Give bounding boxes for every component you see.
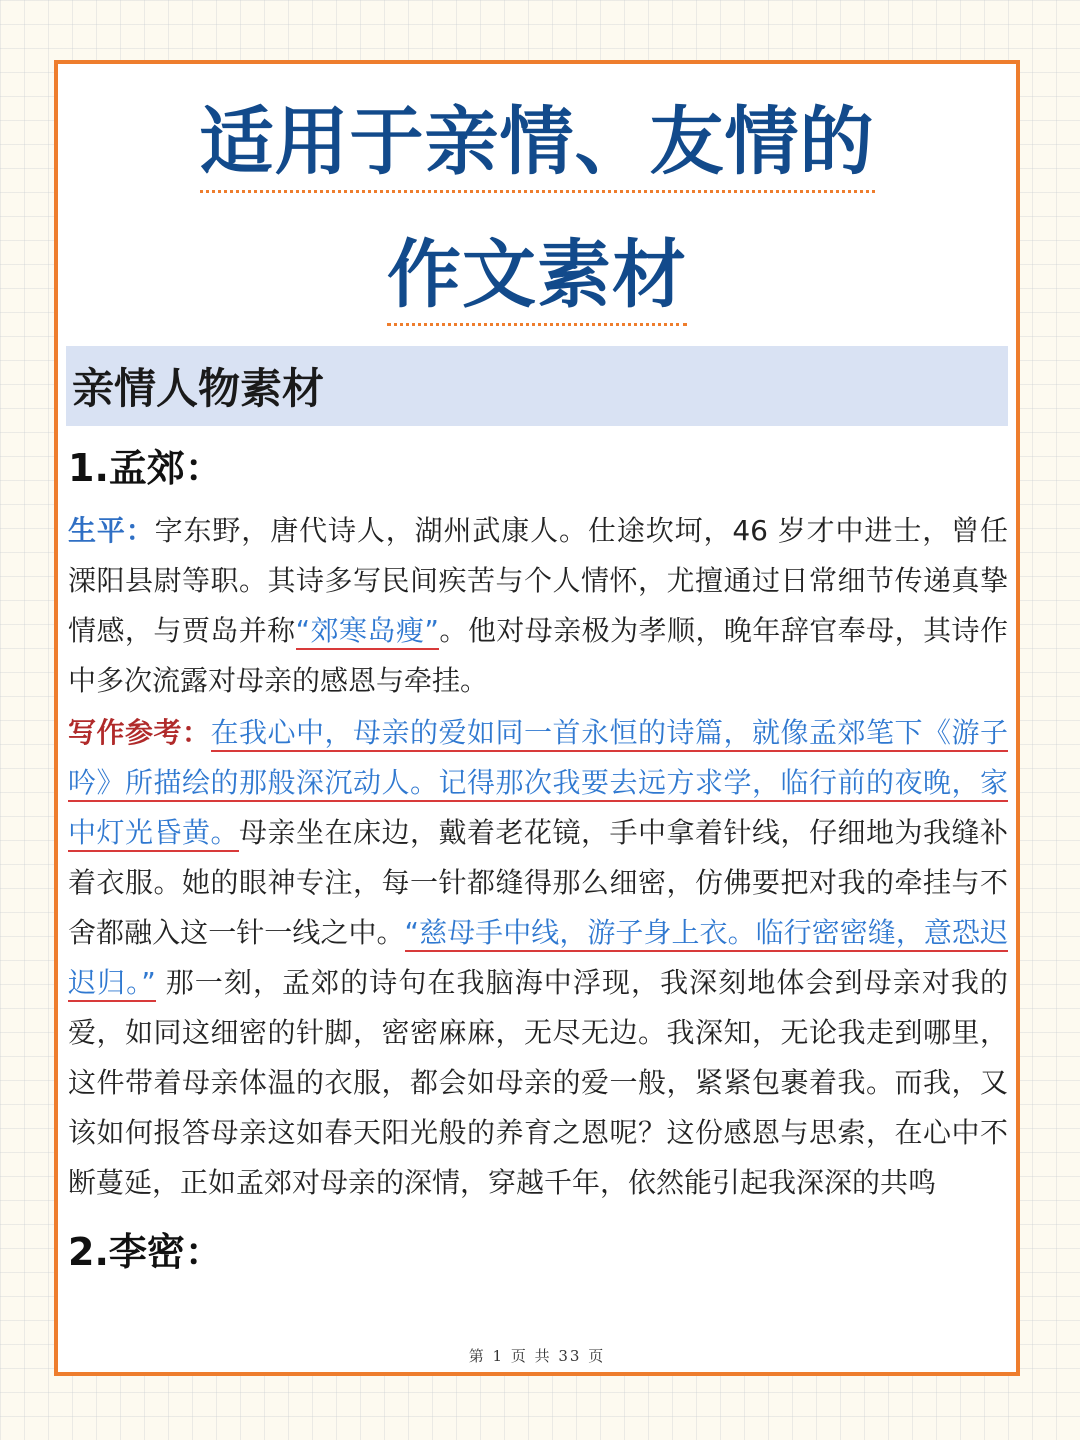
page-title-line-1: 适用于亲情、友情的 bbox=[200, 94, 875, 193]
bio-highlight: “郊寒岛瘦” bbox=[296, 614, 439, 650]
bio-paragraph bbox=[68, 506, 1008, 706]
bio-label: 生平： bbox=[68, 514, 155, 547]
bio-text-b: 。他对母亲极为孝顺，晚年辞官奉母，其诗作中多次流露对母亲的感恩与牵挂。 bbox=[68, 614, 1008, 697]
bio-text-a: 字东野，唐代诗人，湖州武康人。仕途坎坷，46 岁才中进士，曾任溧阳县尉等职。其诗多写民间疾苦与个人情怀，尤擅通过日常细节传递真挚情感，与贾岛并称 bbox=[68, 514, 1008, 647]
reference-text-a: 母亲坐在床边，戴着老花镜，手中拿着针线，仔细地为我缝补着衣服。她的眼神专注，每一针都缝得那么细密，仿佛要把对我的牵挂与不舍都融入这一针一线之中。 bbox=[68, 816, 1008, 949]
reference-highlight-1: 在我心中，母亲的爱如同一首永恒的诗篇，就像孟郊笔下《游子吟》所描绘的那般深沉动人。记得那次我要去远方求学，临行前的夜晚，家中灯光昏黄。 bbox=[68, 716, 1008, 852]
page-number-footer: 第 1 页 共 33 页 bbox=[468, 1347, 606, 1365]
page-frame bbox=[54, 60, 1020, 1376]
reference-label: 写作参考： bbox=[68, 716, 211, 749]
page-title-line-2: 作文素材 bbox=[387, 227, 687, 326]
title-block bbox=[58, 64, 1016, 326]
reference-highlight-2: “慈母手中线，游子身上衣。临行密密缝，意恐迟迟归。” bbox=[68, 916, 1008, 1002]
entry-heading-1: 1.孟郊： bbox=[68, 446, 223, 490]
entry-heading-2: 2.李密： bbox=[68, 1230, 223, 1274]
reference-text-b: 那一刻，孟郊的诗句在我脑海中浮现，我深刻地体会到母亲对我的爱，如同这细密的针脚，密密麻麻，无尽无边。我深知，无论我走到哪里，这件带着母亲体温的衣服，都会如母亲的爱一般，紧紧包裹着我。而我，又该如何报答母亲这如春天阳光般的养育之恩呢？这份感恩与思索，在心中不断蔓延，正如孟郊对母亲的深情，穿越千年，依然能引起我深深的共鸣 bbox=[68, 966, 1008, 1199]
reference-paragraph bbox=[68, 708, 1008, 1208]
section-heading: 亲情人物素材 bbox=[66, 346, 1008, 426]
